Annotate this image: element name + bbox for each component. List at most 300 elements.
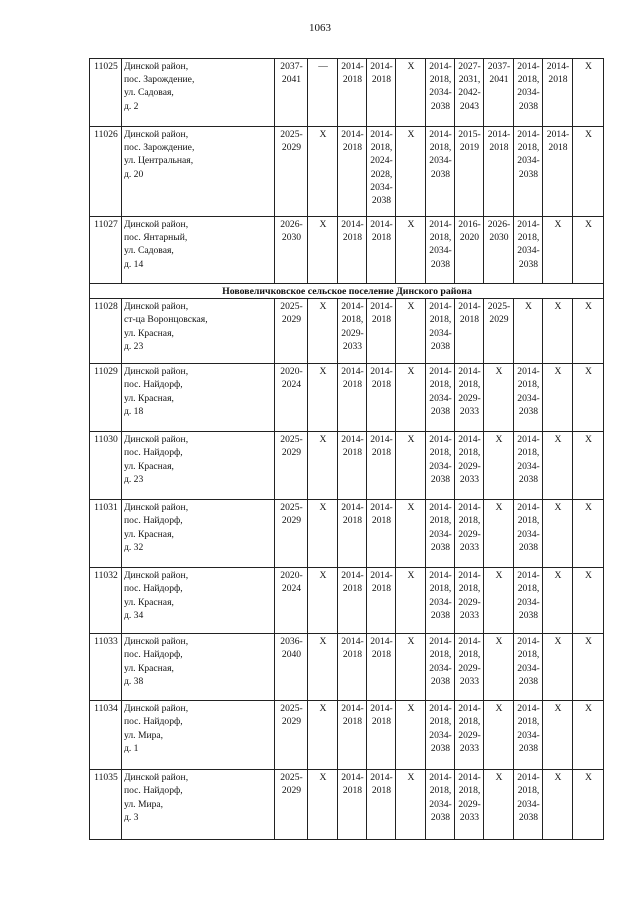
cell-line: 2014- [370,636,393,648]
cell-line: Х [319,772,327,784]
table-row [90,568,604,634]
cell-line: 2018, [429,379,452,391]
period-cell [426,568,455,634]
cell-line: 2018 [548,74,568,86]
period-cell [308,127,338,217]
cell-line: 2038 [430,473,451,485]
cell-line: 2014- [429,772,452,784]
cell-line: Х [319,703,327,715]
period-cell [338,127,367,217]
cell-line: 2029- [458,460,481,472]
period-cell [426,634,455,701]
cell-line: 2038 [430,609,451,621]
record-number: 11034 [90,701,122,770]
cell-line: Х [407,502,415,514]
period-cell [573,701,604,770]
cell-line: 2038 [430,811,451,823]
cell-line: д. 34 [124,609,144,621]
cell-line: ул. Красная, [124,460,174,472]
table-row [90,299,604,364]
cell-line: 2014- [370,772,393,784]
table-row [90,217,604,284]
period-cell [396,432,426,500]
cell-line: пос. Найдорф, [124,515,183,527]
cell-line: 2018, [429,447,452,459]
cell-line: Динской район, [124,502,189,514]
cell-line: 2018 [371,583,392,595]
cell-line: 2018, [429,716,452,728]
period-cell [426,127,455,217]
period-cell [396,634,426,701]
cell-line: Х [554,570,562,582]
cell-line: 2014- [370,366,393,378]
cell-line: Х [585,570,592,582]
cell-line: 2024 [281,379,302,391]
cell-line: 2042- [458,87,481,99]
cell-line: 2014- [341,434,364,446]
cell-line: 2025- [280,502,303,514]
table-row [90,701,604,770]
period-cell [338,500,367,568]
cell-line: 2018 [371,314,392,326]
cell-line: 2038 [371,195,392,207]
period-cell [455,217,484,284]
cell-line: 2014- [517,703,540,715]
cell-line: 2014- [458,366,481,378]
period-cell [308,500,338,568]
cell-line: 2034- [517,87,540,99]
address-cell [122,500,275,568]
cell-line: 2018, [429,649,452,661]
period-cell [367,634,396,701]
period-cell [514,299,543,364]
period-cell [426,500,455,568]
period-cell [338,568,367,634]
cell-line: 2031, [458,74,481,86]
period-cell [396,217,426,284]
cell-line: 2014- [429,129,452,140]
cell-line: 2018, [429,314,452,326]
cell-line: ул. Мира, [124,798,164,810]
period-cell [308,299,338,364]
cell-line: 2025- [280,434,303,446]
period-cell [484,634,514,701]
cell-line: 2026- [487,219,511,230]
period-cell [455,127,484,217]
cell-line: 2014- [370,434,393,446]
cell-line: Динской район, [124,219,189,230]
cell-line: 2034- [517,729,540,741]
cell-line: Х [554,772,562,784]
cell-line: пос. Найдорф, [124,716,183,728]
cell-line: Х [585,219,592,230]
period-cell [338,59,367,127]
cell-line: 2018, [517,716,540,728]
cell-line: д. 23 [124,340,144,352]
cell-line: 2029 [489,314,509,326]
period-cell [367,59,396,127]
cell-line: 2018 [371,515,392,527]
period-cell [484,217,514,284]
period-cell [308,701,338,770]
cell-line: Х [585,61,592,72]
cell-line: Х [407,301,415,313]
period-cell [367,299,396,364]
cell-line: 2018, [458,515,481,527]
cell-line: 2038 [518,100,539,112]
period-cell [338,701,367,770]
cell-line: 2014- [341,301,364,313]
cell-line: 2038 [518,541,539,553]
cell-line: 2034- [517,392,540,404]
period-cell [367,770,396,840]
cell-line: ул. Центральная, [124,155,194,167]
cell-line: Х [495,570,503,582]
cell-line: 2029 [281,716,302,728]
section-title: Нововеличковское сельское поселение Динского района [90,284,604,299]
page-number: 1063 [309,22,331,34]
period-cell [573,770,604,840]
period-cell [396,59,426,127]
table-row [90,127,604,217]
period-cell [275,127,308,217]
period-cell [455,299,484,364]
period-cell [338,299,367,364]
cell-line: 2016- [458,219,481,230]
cell-line: 2034- [429,729,452,741]
record-number: 11035 [90,770,122,840]
period-cell [514,217,543,284]
cell-line: 2038 [518,675,539,687]
cell-line: д. 3 [124,811,139,823]
period-cell [514,500,543,568]
cell-line: 2030 [489,232,509,244]
address-cell [122,59,275,127]
period-cell [484,568,514,634]
record-number: 11025 [90,59,122,127]
cell-line: ул. Красная, [124,528,174,540]
cell-line: 2018 [342,716,363,728]
period-cell [338,432,367,500]
cell-line: 2038 [518,258,539,270]
cell-line: 2018, [429,515,452,527]
cell-line: 2043 [459,100,480,112]
period-cell [275,59,308,127]
cell-line: Х [319,129,327,140]
cell-line: 2025- [280,772,303,784]
record-number: 11026 [90,127,122,217]
cell-line: 2034- [429,327,452,339]
cell-line: 2018, [517,785,540,797]
period-cell [426,59,455,127]
cell-line: Х [585,772,592,784]
period-cell [543,500,573,568]
cell-line: ул. Мира, [124,729,164,741]
cell-line: 2018, [517,74,540,86]
cell-line: 2038 [518,811,539,823]
cell-line: пос. Зарождение, [124,74,195,86]
cell-line: 2018 [342,74,363,86]
cell-line: 2014- [429,434,452,446]
cell-line: Х [585,434,592,446]
cell-line: Х [554,301,562,313]
period-cell [573,634,604,701]
period-cell [308,568,338,634]
period-cell [275,217,308,284]
period-cell [396,568,426,634]
cell-line: 2038 [430,258,451,270]
period-cell [543,634,573,701]
cell-line: 2014- [341,502,364,514]
cell-line: 2018 [371,785,392,797]
address-cell [122,432,275,500]
cell-line: Х [495,366,503,378]
cell-line: 2014- [341,703,364,715]
cell-line: 2018 [489,142,509,154]
table-row [90,634,604,701]
cell-line: 2018, [517,583,540,595]
cell-line: 2020- [280,366,303,378]
cell-line: Х [554,366,562,378]
period-cell [338,364,367,432]
cell-line: 2034- [429,798,452,810]
cell-line: 2018 [342,785,363,797]
cell-line: Динской район, [124,703,189,715]
cell-line: 2025- [487,301,511,313]
period-cell [484,701,514,770]
period-cell [543,59,573,127]
period-cell [338,217,367,284]
cell-line: 2033 [342,340,363,352]
cell-line: 2034- [517,798,540,810]
period-cell [275,500,308,568]
cell-line: 2034- [517,528,540,540]
cell-line: 2018 [548,142,568,154]
cell-line: 2029 [281,447,302,459]
cell-line: 2014- [517,434,540,446]
record-number: 11033 [90,634,122,701]
period-cell [573,299,604,364]
cell-line: 2036- [280,636,303,648]
cell-line: 2029- [341,327,364,339]
cell-line: 2034- [517,596,540,608]
cell-line: Х [407,219,415,230]
cell-line: 2018, [517,232,540,244]
record-number: 11032 [90,568,122,634]
cell-line: 2033 [459,811,480,823]
period-cell [308,59,338,127]
cell-line: 2029- [458,392,481,404]
cell-line: 2018 [342,142,363,154]
period-cell [426,770,455,840]
record-number: 11028 [90,299,122,364]
cell-line: 2038 [430,675,451,687]
cell-line: ул. Красная, [124,327,174,339]
cell-line: Х [319,636,327,648]
cell-line: д. 38 [124,675,144,687]
period-cell [338,634,367,701]
cell-line: Динской район, [124,570,189,582]
cell-line: 2014- [370,502,393,514]
cell-line: 2014- [341,636,364,648]
cell-line: Х [554,636,562,648]
period-cell [396,127,426,217]
period-cell [573,568,604,634]
cell-line: 2018, [458,379,481,391]
period-cell [455,701,484,770]
cell-line: 2014- [370,570,393,582]
cell-line: Х [585,703,592,715]
period-cell [275,364,308,432]
cell-line: 2024 [281,583,302,595]
cell-line: 2018, [429,583,452,595]
period-cell [455,432,484,500]
cell-line: 2033 [459,742,480,754]
period-cell [275,568,308,634]
cell-line: 2038 [430,168,451,180]
cell-line: 2034- [429,392,452,404]
cell-line: 2034- [370,181,393,193]
cell-line: 2018 [371,447,392,459]
cell-line: пос. Найдорф, [124,379,183,391]
cell-line: Х [407,61,415,72]
cell-line: 2018, [458,785,481,797]
period-cell [367,432,396,500]
cell-line: 2014- [458,703,481,715]
cell-line: 2014- [458,772,481,784]
cell-line: Х [495,434,503,446]
table-row [90,500,604,568]
cell-line: 2014- [429,366,452,378]
cell-line: 2037- [280,61,303,72]
cell-line: Х [554,219,562,230]
cell-line: Х [495,772,503,784]
cell-line: Динской район, [124,434,189,446]
period-cell [367,217,396,284]
address-cell [122,127,275,217]
cell-line: Х [495,502,503,514]
period-cell [275,701,308,770]
period-cell [543,770,573,840]
cell-line: Х [585,301,592,313]
cell-line: 2014- [487,129,511,140]
period-cell [396,701,426,770]
period-cell [308,217,338,284]
cell-line: 2034- [429,87,452,99]
cell-line: д. 2 [124,100,139,112]
cell-line: д. 14 [124,258,144,270]
cell-line: 2014- [458,301,481,313]
record-number: 11030 [90,432,122,500]
cell-line: 2018, [429,142,452,154]
cell-line: 2014- [429,502,452,514]
cell-line: 2018, [517,379,540,391]
cell-line: Х [407,703,415,715]
cell-line: Х [407,772,415,784]
cell-line: 2030 [281,232,302,244]
cell-line: 2018 [371,232,392,244]
period-cell [367,568,396,634]
period-cell [396,364,426,432]
cell-line: пос. Найдорф, [124,785,183,797]
cell-line: 2037- [487,61,511,72]
cell-line: 2034- [429,155,452,167]
period-cell [514,59,543,127]
period-cell [573,364,604,432]
cell-line: Х [525,301,532,313]
cell-line: 2014- [458,636,481,648]
period-cell [367,500,396,568]
period-cell [514,568,543,634]
cell-line: 2029 [281,142,302,154]
period-cell [308,432,338,500]
period-cell [543,217,573,284]
period-cell [484,59,514,127]
cell-line: 2018 [371,379,392,391]
address-cell [122,634,275,701]
period-cell [514,127,543,217]
cell-line: 2038 [430,100,451,112]
cell-line: 2034- [429,662,452,674]
cell-line: Х [495,703,503,715]
table-body [90,59,604,840]
cell-line: Х [554,434,562,446]
cell-line: 2024- [370,155,393,167]
cell-line: 2034- [517,155,540,167]
cell-line: пос. Янтарный, [124,232,188,244]
cell-line: 2014- [341,219,364,230]
period-cell [396,500,426,568]
cell-line: 2018, [517,142,540,154]
cell-line: 2018 [342,515,363,527]
cell-line: 2038 [518,742,539,754]
cell-line: 2025- [280,703,303,715]
address-cell [122,568,275,634]
period-cell [455,634,484,701]
period-cell [514,701,543,770]
cell-line: 2014- [517,502,540,514]
period-cell [396,299,426,364]
period-cell [367,127,396,217]
period-cell [426,364,455,432]
period-cell [426,217,455,284]
cell-line: 2034- [517,662,540,674]
cell-line: д. 18 [124,405,144,417]
schedule-table [89,58,604,840]
address-cell [122,299,275,364]
cell-line: Динской район, [124,129,189,140]
period-cell [543,568,573,634]
cell-line: пос. Найдорф, [124,583,183,595]
cell-line: 2033 [459,405,480,417]
period-cell [573,500,604,568]
cell-line: 2029 [281,515,302,527]
cell-line: 2034- [517,460,540,472]
cell-line: 2018 [371,716,392,728]
cell-line: 2018 [459,314,480,326]
cell-line: 2014- [341,570,364,582]
cell-line: 2014- [429,703,452,715]
cell-line: 2014- [341,772,364,784]
cell-line: 2033 [459,675,480,687]
cell-line: Х [407,129,415,140]
cell-line: 2018, [458,716,481,728]
period-cell [396,770,426,840]
cell-line: 2014- [458,502,481,514]
cell-line: 2014- [370,61,393,72]
cell-line: 2014- [370,129,393,140]
cell-line: 2014- [546,61,570,72]
